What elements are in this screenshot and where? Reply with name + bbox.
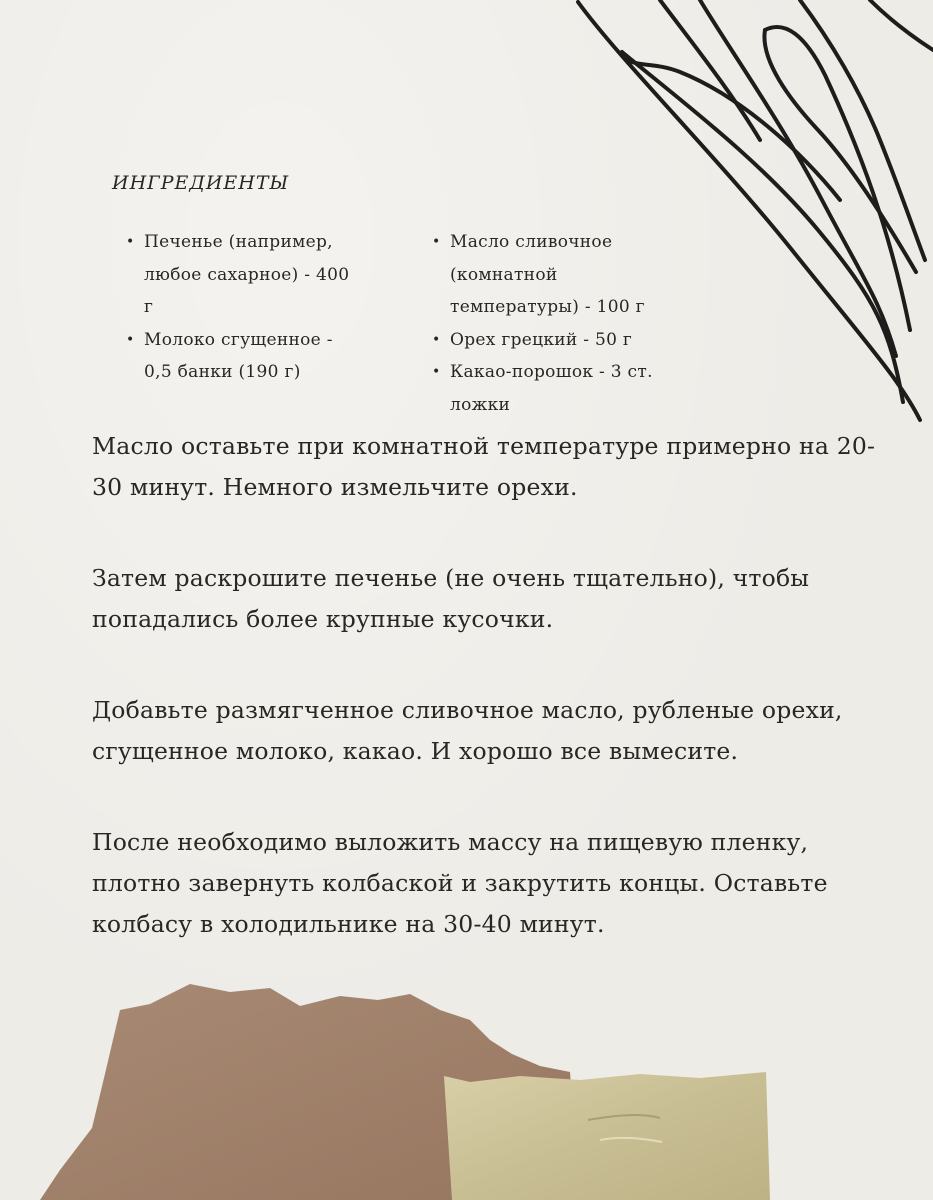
instruction-paragraph: Затем раскрошите печенье (не очень тщательно), чтобы попадались более крупные кусочки. xyxy=(92,564,810,633)
ingredient-item: • Молоко сгущенное - 0,5 банки (190 г) xyxy=(126,324,356,389)
ingredients-list-right xyxy=(432,226,692,421)
kraft-paper-collage xyxy=(0,980,933,1200)
ingredient-item: • Печенье (например, любое сахарное) - 400 г xyxy=(126,226,356,324)
ingredient-item: • Масло сливочное (комнатной температуры) - 100 г xyxy=(432,226,692,324)
ingredients-heading: ИНГРЕДИЕНТЫ xyxy=(112,172,290,194)
instruction-paragraph: Добавьте размягченное сливочное масло, рубленые орехи, сгущенное молоко, какао. И хорошо все вымесите. xyxy=(92,696,843,765)
ingredients-list-left xyxy=(126,226,356,389)
instructions xyxy=(92,426,892,995)
instruction-paragraph: После необходимо выложить массу на пищевую пленку, плотно завернуть колбаской и закрутить концы. Оставьте колбасу в холодильнике на 30-40 минут. xyxy=(92,828,828,938)
masking-tape-shape xyxy=(444,1072,770,1200)
ingredient-item: • Какао-порошок - 3 ст. ложки xyxy=(432,356,692,421)
instruction-paragraph: Масло оставьте при комнатной температуре примерно на 20-30 минут. Немного измельчите орехи. xyxy=(92,432,876,501)
ingredient-item: • Орех грецкий - 50 г xyxy=(432,324,692,357)
